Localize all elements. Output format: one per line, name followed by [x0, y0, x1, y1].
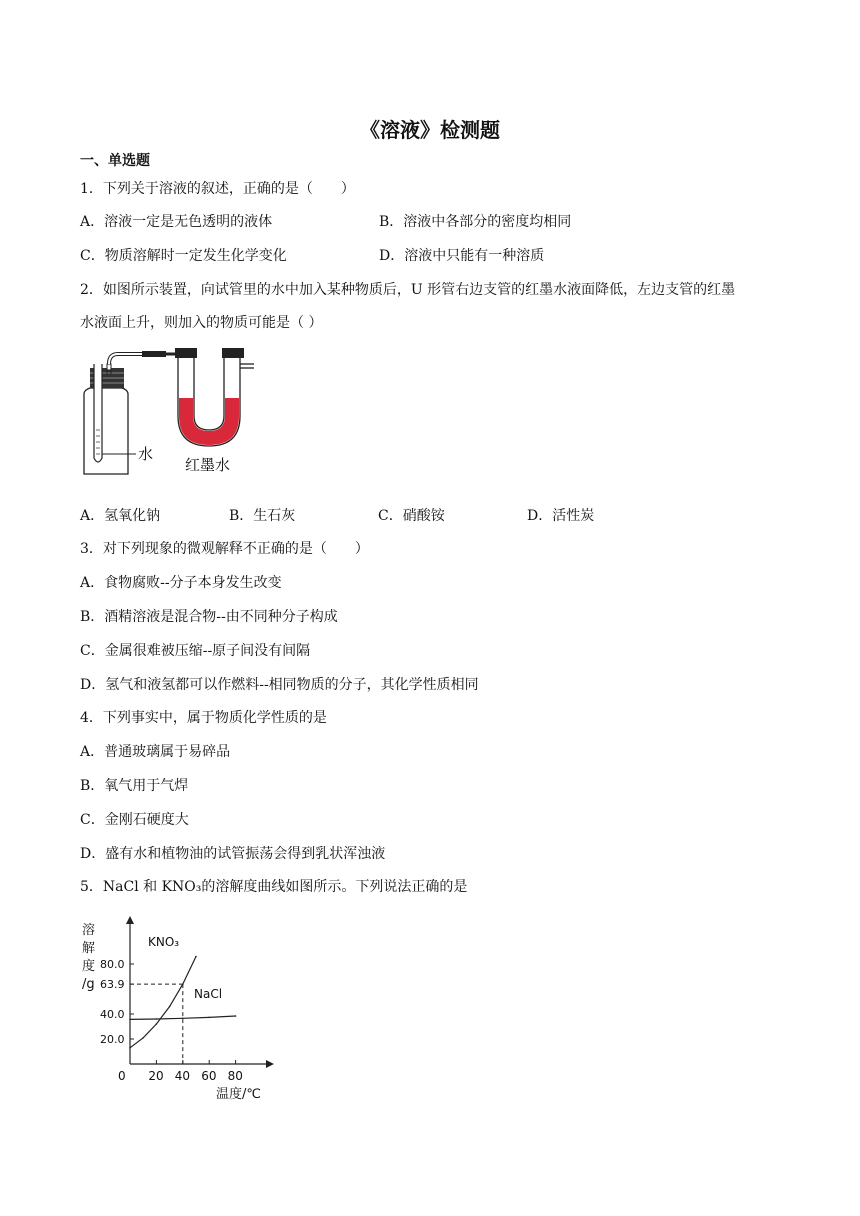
y-label-3: 度	[82, 959, 96, 974]
label-red-ink: 红墨水	[185, 456, 231, 474]
q1-stem: 1．下列关于溶液的叙述，正确的是（ ）	[80, 181, 355, 197]
q1-option-a: A．溶液一定是无色透明的液体	[80, 214, 273, 230]
y-label-4: /g	[82, 977, 95, 992]
y-label-1: 溶	[82, 923, 96, 938]
label-water: 水	[138, 445, 154, 463]
series-0-point	[169, 1006, 171, 1008]
y-tick-label: 63.9	[100, 978, 125, 992]
q3-option-a: A．食物腐败--分子本身发生改变	[80, 575, 282, 591]
q2-option-d: D．活性炭	[527, 508, 595, 524]
x-axis-arrow	[266, 1060, 274, 1068]
y-label-2: 解	[82, 941, 96, 956]
y-tick-label: 40.0	[100, 1008, 125, 1021]
q3-option-c: C．金属很难被压缩--原子间没有间隔	[80, 643, 311, 659]
series-0-point	[142, 1037, 144, 1039]
section-heading: 一、单选题	[80, 153, 150, 169]
q2-option-b: B．生石灰	[229, 508, 296, 524]
x-tick-label: 40	[174, 1069, 191, 1083]
q2-option-a: A．氢氧化钠	[80, 508, 161, 524]
series-1-point	[235, 1015, 237, 1017]
series-1-point	[182, 1017, 184, 1019]
q4-stem: 4．下列事实中，属于物质化学性质的是	[80, 710, 327, 726]
x-tick-label: 60	[201, 1069, 217, 1083]
x-tick-label: 80	[227, 1069, 243, 1083]
series-0-label: KNO₃	[148, 935, 180, 949]
q2-stem-line2: 水液面上升，则加入的物质可能是（ ）	[80, 315, 323, 331]
series-1-point	[129, 1019, 131, 1021]
series-1-point	[208, 1017, 210, 1019]
y-tick-label: 80.0	[100, 958, 125, 971]
series-0-point	[129, 1047, 131, 1049]
series-1-point	[156, 1018, 158, 1020]
series-0-point	[195, 956, 197, 958]
q4-option-d: D．盛有水和植物油的试管振荡会得到乳状浑浊液	[80, 846, 386, 862]
series-0-line	[130, 957, 196, 1048]
x-tick-label: 0	[118, 1069, 126, 1083]
q5-stem: 5．NaCl 和 KNO₃的溶解度曲线如图所示。下列说法正确的是	[80, 879, 468, 895]
q3-option-d: D．氢气和液氢都可以作燃料--相同物质的分子，其化学性质相同	[80, 677, 479, 693]
q2-stem-line1: 2．如图所示装置，向试管里的水中加入某种物质后，U 形管右边支管的红墨水液面降低，左边支管的红墨	[80, 282, 736, 298]
q1-option-b: B．溶液中各部分的密度均相同	[379, 214, 572, 230]
q1-option-d: D．溶液中只能有一种溶质	[379, 248, 545, 264]
y-tick-label: 20.0	[100, 1033, 125, 1046]
apparatus-figure	[76, 346, 266, 478]
y-axis-arrow	[126, 916, 134, 924]
q4-option-b: B．氧气用于气焊	[80, 778, 189, 794]
series-0-point	[182, 983, 184, 985]
q4-option-c: C．金刚石硬度大	[80, 812, 189, 828]
page-title: 《溶液》检测题	[360, 118, 500, 142]
series-0-point	[156, 1023, 158, 1025]
x-axis-label: 温度/℃	[216, 1087, 261, 1102]
q2-option-c: C．硝酸铵	[378, 508, 445, 524]
q4-option-a: A．普通玻璃属于易碎品	[80, 744, 231, 760]
solubility-chart	[76, 912, 276, 1102]
q3-option-b: B．酒精溶液是混合物--由不同种分子构成	[80, 609, 338, 625]
series-1-label: NaCl	[194, 987, 223, 1001]
q3-stem: 3．对下列现象的微观解释不正确的是（ ）	[80, 541, 369, 557]
x-tick-label: 20	[148, 1069, 164, 1083]
q1-option-c: C．物质溶解时一定发生化学变化	[80, 248, 287, 264]
